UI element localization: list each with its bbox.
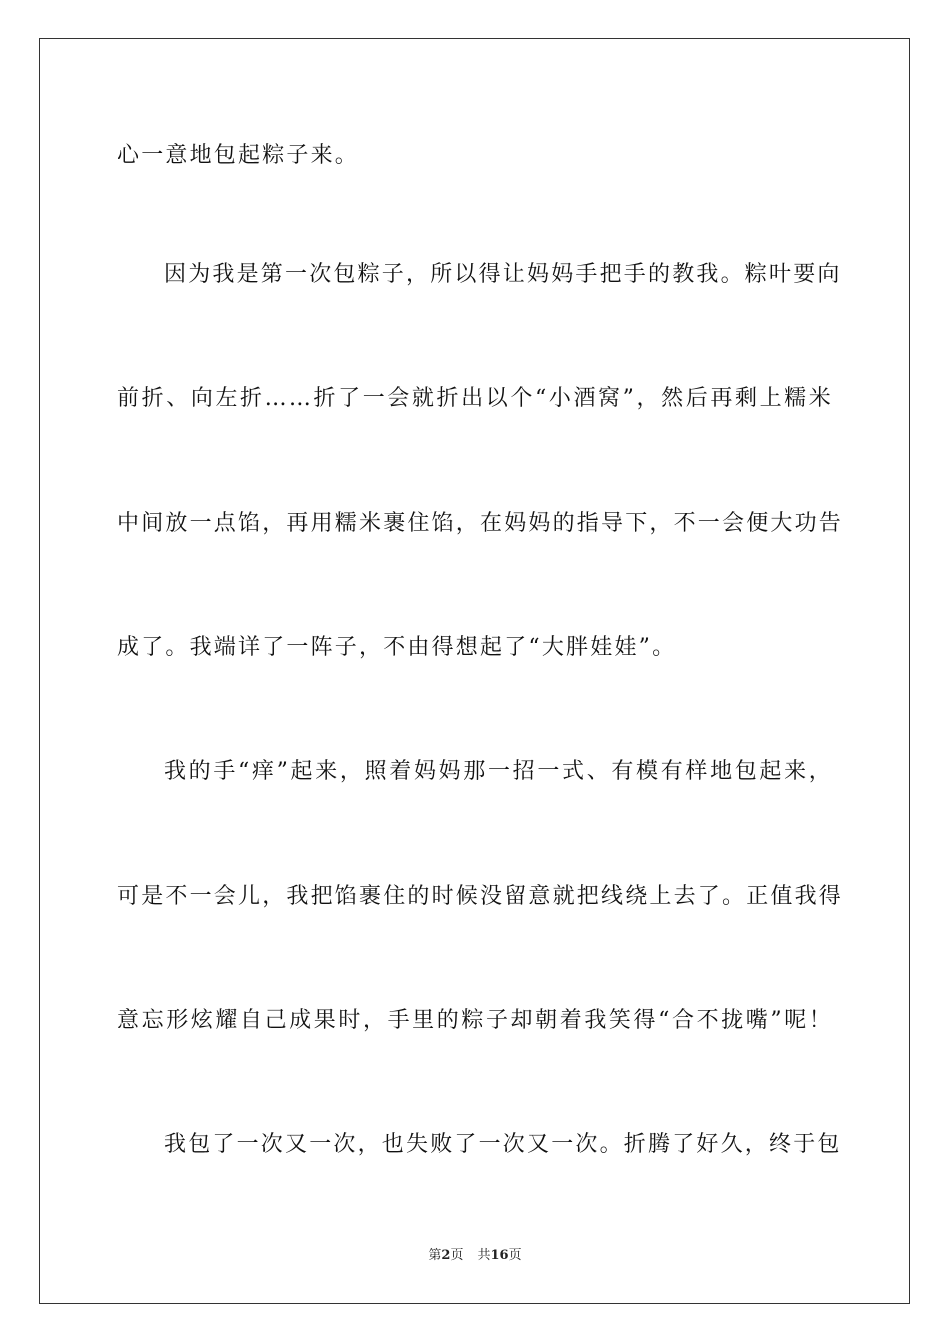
page-footer — [0, 1248, 950, 1264]
text-line-2: 因为我是第一次包粽子，所以得让妈妈手把手的教我。粽叶要向 — [164, 262, 842, 287]
total-unit: 页 — [508, 1248, 522, 1263]
page-prefix: 第 — [428, 1248, 442, 1263]
total-page-number: 16 — [490, 1248, 509, 1263]
text-line-7: 可是不一会儿，我把馅裹住的时候没留意就把线绕上去了。正值我得 — [117, 884, 844, 909]
text-line-9: 我包了一次又一次，也失败了一次又一次。折腾了好久，终于包 — [164, 1132, 842, 1157]
text-line-1: 心一意地包起粽子来。 — [117, 143, 360, 168]
page-unit: 页 — [450, 1248, 464, 1263]
text-line-6: 我的手“痒”起来，照着妈妈那一招一式、有模有样地包起来， — [164, 759, 833, 784]
text-line-4: 中间放一点馅，再用糯米裹住馅，在妈妈的指导下，不一会便大功告 — [117, 511, 844, 536]
total-prefix: 共 — [477, 1248, 491, 1263]
text-line-3: 前折、向左折……折了一会就折出以个“小酒窝”，然后再剩上糯米 — [117, 386, 833, 411]
text-line-8: 意忘形炫耀自己成果时，手里的粽子却朝着我笑得“合不拢嘴”呢！ — [117, 1008, 833, 1033]
text-line-5: 成了。我端详了一阵子，不由得想起了“大胖娃娃”。 — [117, 635, 677, 660]
current-page-number: 2 — [441, 1248, 451, 1263]
page-border — [39, 38, 910, 1304]
